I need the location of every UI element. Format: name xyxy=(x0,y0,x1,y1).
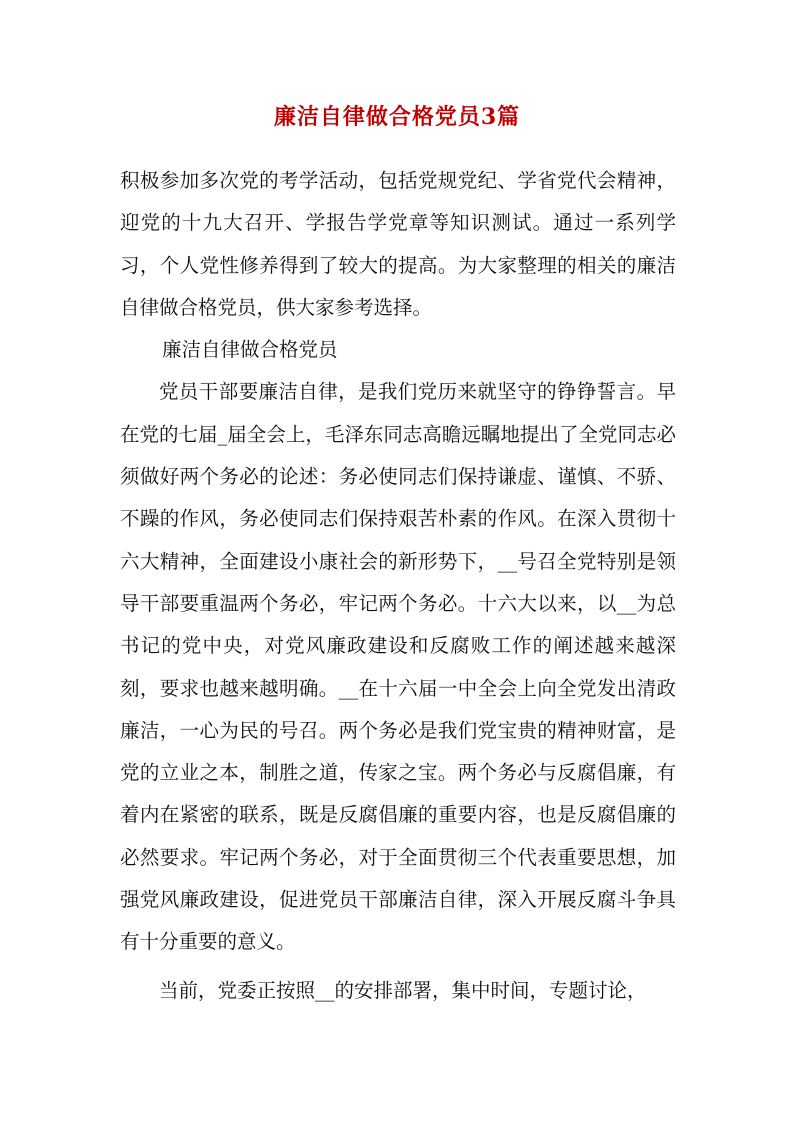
document-title: 廉洁自律做合格党员3篇 xyxy=(273,104,521,130)
intro-paragraph: 积极参加多次党的考学活动，包括党规党纪、学省党代会精神，迎党的十九大召开、学报告学党章等知识测试。通过一系列学习，个人党性修养得到了较大的提高。为大家整理的相关的廉洁自律做合格党员，供大家参考选择。 xyxy=(120,169,676,319)
body-paragraph-1: 党员干部要廉洁自律，是我们党历来就坚守的铮铮誓言。早在党的七届_届全会上，毛泽东同志高瞻远瞩地提出了全党同志必须做好两个务必的论述：务必使同志们保持谦虚、谨慎、不骄、不躁的作风，务必使同志们保持艰苦朴素的作风。在深入贯彻十六大精神，全面建设小康社会的新形势下，__号召全党特别是领导干部要重温两个务必，牢记两个务必。十六大以来，以__为总书记的党中央，对党风廉政建设和反腐败工作的阐述越来越深刻，要求也越来越明确。__在十六届一中全会上向全党发出清政廉洁，一心为民的号召。两个务必是我们党宝贵的精神财富，是党的立业之本，制胜之道，传家之宝。两个务必与反腐倡廉，有着内在紧密的联系，既是反腐倡廉的重要内容，也是反腐倡廉的必然要求。牢记两个务必，对于全面贯彻三个代表重要思想，加强党风廉政建设，促进党员干部廉洁自律，深入开展反腐斗争具有十分重要的意义。 xyxy=(120,380,676,954)
body-paragraph-2: 当前，党委正按照__的安排部署，集中时间，专题讨论， xyxy=(159,978,647,1002)
section-subheading: 廉洁自律做合格党员 xyxy=(162,338,338,362)
document-body xyxy=(120,160,676,1012)
